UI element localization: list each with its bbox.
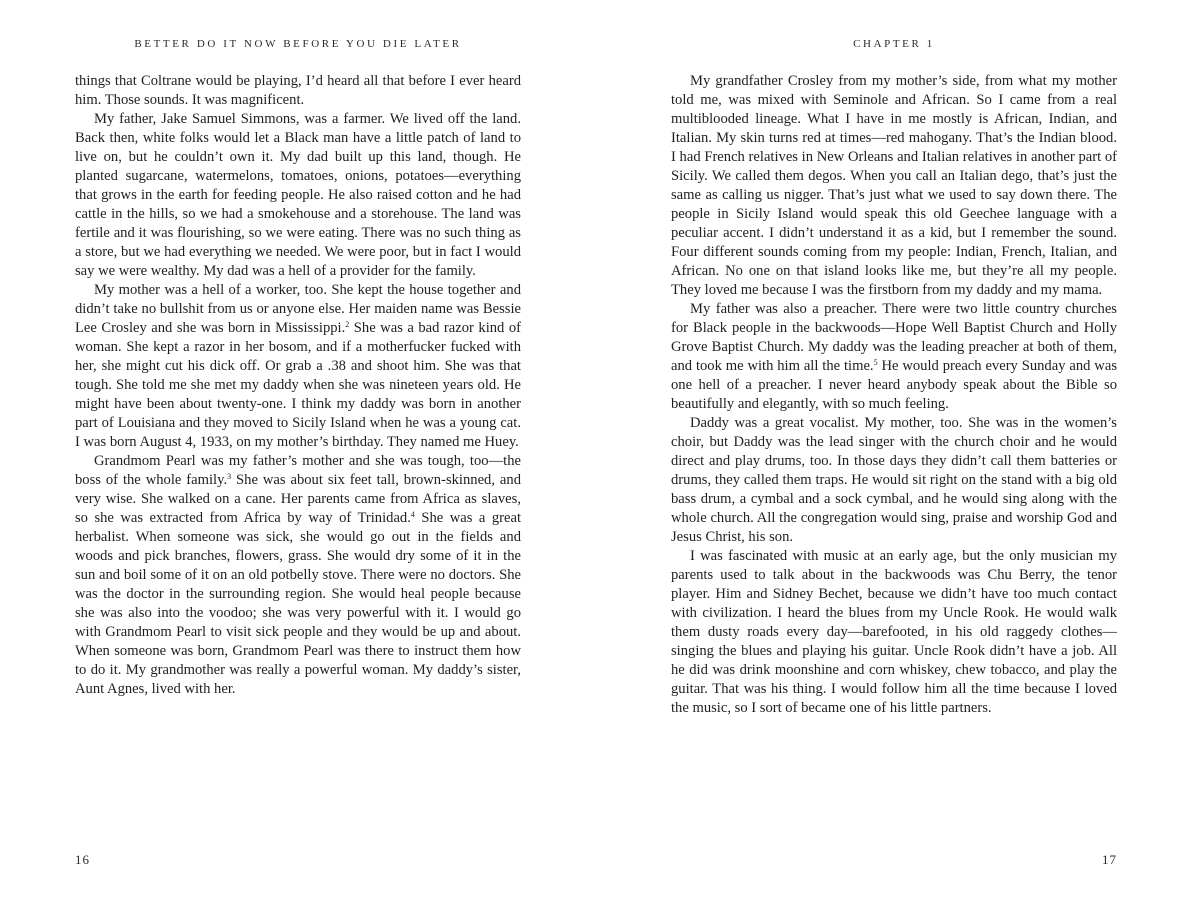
- footnote-mark[interactable]: 2: [345, 320, 350, 329]
- paragraph: I was fascinated with music at an early age, but the only musician my parents used to talk about in the backwoods was Chu Berry, the tenor player. Him and Sidney Bechet, because we didn’t have too much contact with civilization. I heard the blues from my Uncle Rook. He would walk them dusty roads every day—barefooted, in his old raggedy clothes—singing the blues and playing his guitar. Uncle Rook didn’t have a job. All he did was drink moonshine and corn whiskey, chew tobacco, and play the guitar. That was his thing. I would follow him all the time because I loved the music, so I sort of became one of his little partners.: [671, 548, 1117, 716]
- paragraph: things that Coltrane would be playing, I’d heard all that before I ever heard him. Those sounds. It was magnificent.: [75, 73, 521, 108]
- paragraph-text: My father was also a preacher. There were two little country churches for Black people in the backwoods—Hope Well Baptist Church and Holly Grove Baptist Church. My daddy was the leading preacher at both of them, and took me with him all the time.: [671, 301, 1117, 374]
- paragraph-text: She was a great herbalist. When someone was sick, she would go out in the fields and woods and pick branches, flowers, grass. She would dry some of it in the sun and boil some of it on an old potbelly stove. There were no doctors. She was the doctor in the surrounding region. She would heal people because she was also into the voodoo; she was very powerful with it. I would go with Grandmom Pearl to visit sick people and they would be up and about. When someone was born, Grandmom Pearl was there to instruct them how to do it. My grandmother was really a powerful woman. My daddy’s sister, Aunt Agnes, lived with her.: [75, 510, 522, 697]
- right-page-body: [671, 72, 1117, 718]
- paragraph: My father, Jake Samuel Simmons, was a farmer. We lived off the land. Back then, white folks would let a Black man have a little patch of land to live on, but he couldn’t own it. My dad built up this land, though. He planted sugarcane, watermelons, tomatoes, onions, potatoes—everything that grows in the earth for feeding people. He also raised cotton and he had cattle in the hills, so we had a smokehouse and a storehouse. The land was fertile and it was flourishing, so we were eating. There was no such thing as a store, but we had everything we needed. We were poor, but in fact I would say we were wealthy. My dad was a hell of a provider for the family.: [75, 111, 521, 279]
- running-head-right: CHAPTER 1: [853, 38, 935, 50]
- page-number-right: 17: [1102, 852, 1117, 867]
- page-number-left: 16: [75, 852, 90, 867]
- footnote-mark[interactable]: 5: [873, 358, 878, 367]
- paragraph: [75, 281, 521, 452]
- paragraph: [671, 300, 1117, 414]
- paragraph-text: He would preach every Sunday and was one hell of a preacher. I never heard anybody speak about the Bible so beautifully and elegantly, with so much feeling.: [671, 358, 1117, 412]
- footnote-mark[interactable]: 3: [227, 472, 232, 481]
- paragraph-text: Grandmom Pearl was my father’s mother and she was tough, too—the boss of the whole family.: [75, 453, 521, 488]
- paragraph-text: She was a bad razor kind of woman. She kept a razor in her bosom, and if a motherfucker fucked with her, she might cut his dick off. Or grab a .38 and shoot him. She was that tough. She told me she met my daddy when she was nineteen years old. He might have been about twenty-one. I think my daddy was born in another part of Louisiana and they moved to Sicily Island when he was a young cat. I was born August 4, 1933, on my mother’s birthday. They named me Huey.: [75, 320, 521, 450]
- paragraph-text: My mother was a hell of a worker, too. She kept the house together and didn’t take no bullshit from us or anyone else. Her maiden name was Bessie Lee Crosley and she was born in Mississippi.: [75, 282, 521, 336]
- paragraph: My grandfather Crosley from my mother’s side, from what my mother told me, was mixed with Seminole and African. So I came from a real multiblooded lineage. What I have in me mostly is African, Indian, and Italian. My skin turns red at times—red mahogany. That’s the Indian blood. I had French relatives in New Orleans and Italian relatives in another part of Sicily. We called them degos. When you call an Italian dego, that’s just the same as calling us nigger. That’s just what we used to say down there. The people in Sicily Island would speak this old Geechee language with a peculiar accent. I didn’t understand it as a kid, but I remember the sound. Four different sounds coming from my people: Indian, French, Italian, and African. No one on that island looks like me, but they’re all my people. They loved me because I was the firstborn from my daddy and my mama.: [671, 73, 1117, 298]
- footnote-mark[interactable]: 4: [410, 510, 415, 519]
- running-head-left: BETTER DO IT NOW BEFORE YOU DIE LATER: [134, 38, 462, 50]
- right-page: [671, 0, 1117, 903]
- left-page-body: [75, 72, 521, 699]
- paragraph: Daddy was a great vocalist. My mother, too. She was in the women’s choir, but Daddy was the lead singer with the church choir and he would direct and play drums, too. In those days they didn’t call them batteries or drums, they called them traps. He would sit right on the stand with a big old bass drum, a cymbal and a sock cymbal, and he would sing along with the whole church. All the congregation would sing, praise and worship God and Jesus Christ, his son.: [671, 415, 1117, 545]
- paragraph-text: She was about six feet tall, brown-skinned, and very wise. She walked on a cane. Her parents came from Africa as slaves, so she was extracted from Africa by way of Trinidad.: [75, 472, 521, 526]
- paragraph: [75, 452, 521, 699]
- left-page: [75, 0, 521, 903]
